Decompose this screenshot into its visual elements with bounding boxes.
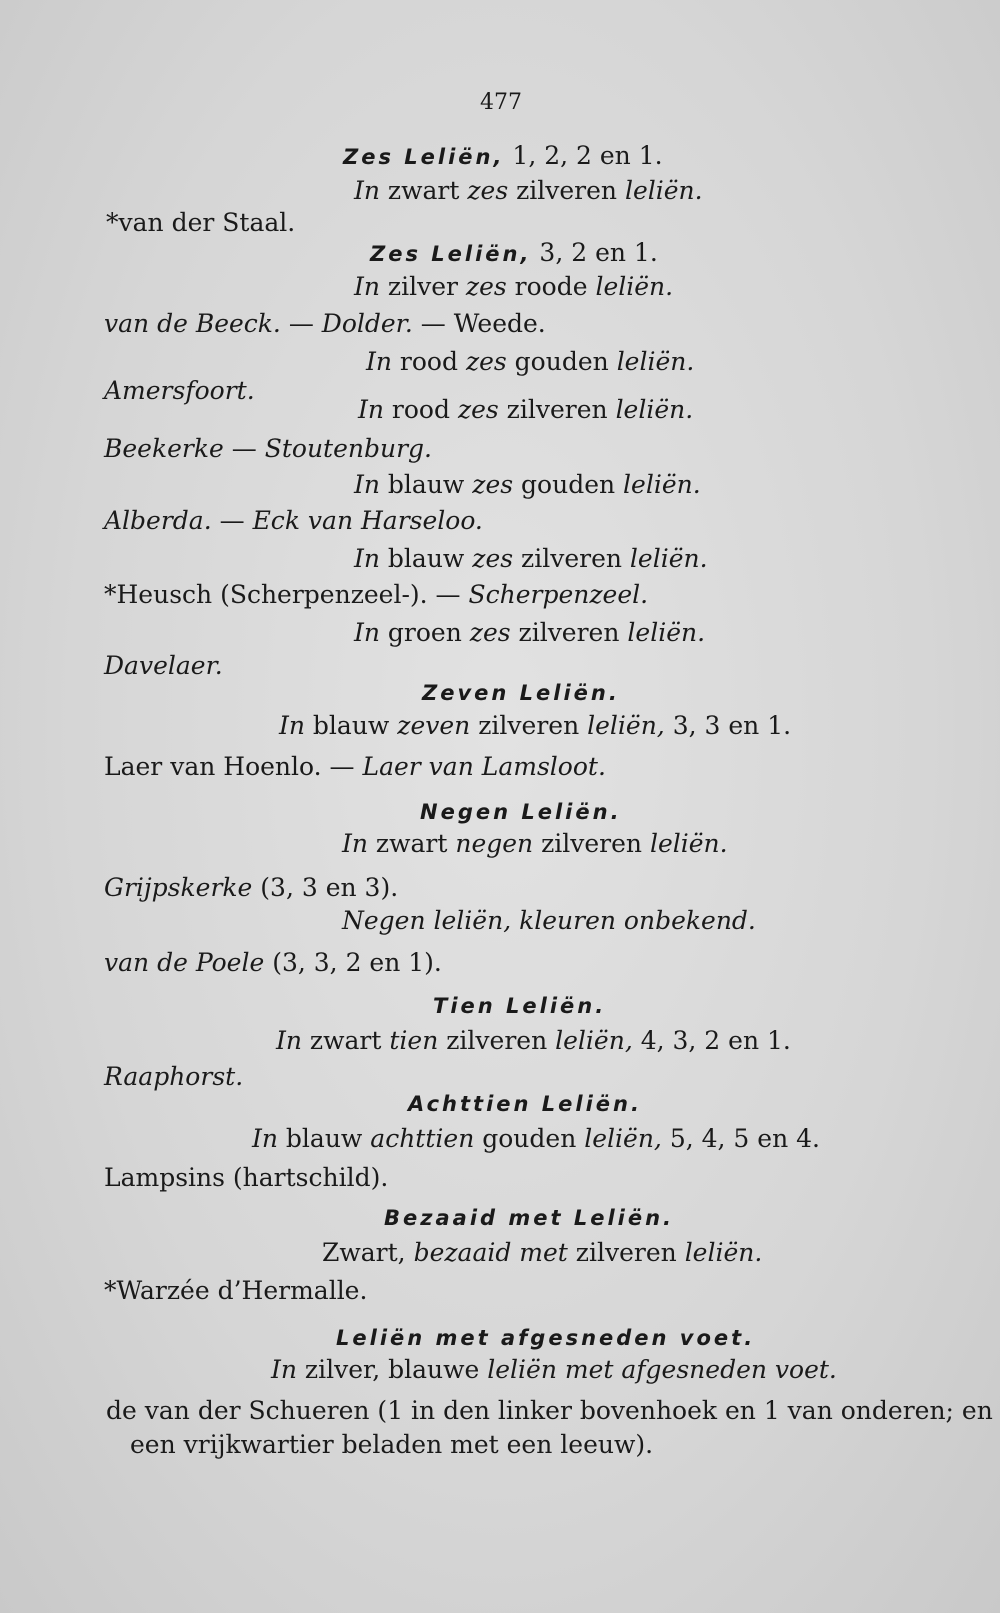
blazon-tincture: blauw <box>277 1124 371 1153</box>
family-line: Davelaer. <box>104 651 223 680</box>
heading-text: Zeven Leliën. <box>422 681 620 705</box>
blazon-count: zes <box>472 470 514 499</box>
blazon-tincture: rood <box>391 347 466 376</box>
section-heading <box>343 141 663 172</box>
family-name: Grijpskerke <box>104 873 253 902</box>
blazon-count: zes <box>457 395 499 424</box>
blazon-line <box>279 711 791 741</box>
blazon-tincture: zwart <box>301 1026 390 1055</box>
section-heading <box>420 796 622 827</box>
family-name: Scherpenzeel. <box>468 580 649 609</box>
family-name: Beekerke <box>104 434 224 463</box>
heading-text: Leliën met afgesneden voet. <box>336 1326 756 1350</box>
blazon-arrangement: 5, 4, 5 en 4. <box>661 1124 820 1153</box>
blazon-pre: In <box>354 618 380 647</box>
blazon-pre: In <box>342 829 368 858</box>
blazon-charge: leliën. <box>616 347 695 376</box>
blazon-pre: In <box>354 470 380 499</box>
family-name: van de Poele <box>104 948 265 977</box>
blazon-pre: In <box>354 272 380 301</box>
family-name: Alberda. <box>104 506 212 535</box>
blazon-pre: In <box>252 1124 278 1153</box>
family-name: Laer van Lamsloot. <box>362 752 606 781</box>
blazon-pre: In <box>271 1355 297 1384</box>
blazon-charge: leliën, <box>584 1124 662 1153</box>
blazon-tincture: zilver, blauwe <box>296 1355 488 1384</box>
blazon-line <box>354 272 673 302</box>
blazon-charge-tincture: zilveren <box>508 176 625 205</box>
blazon-arrangement: 3, 3 en 1. <box>664 711 792 740</box>
blazon-tincture: zilver <box>379 272 466 301</box>
blazon-count: tien <box>389 1026 439 1055</box>
family-line <box>104 873 398 903</box>
blazon-count: achttien <box>370 1124 475 1153</box>
blazon-charge: leliën. <box>684 1238 763 1267</box>
blazon-count: zes <box>472 544 514 573</box>
blazon-charge-tincture: gouden <box>506 347 617 376</box>
blazon-line <box>271 1355 837 1385</box>
blazon-tincture: zwart <box>379 176 468 205</box>
blazon-charge: leliën. <box>627 618 706 647</box>
family-line <box>104 948 442 978</box>
blazon-charge: leliën. <box>629 544 708 573</box>
heading-suffix: 3, 2 en 1. <box>531 238 658 267</box>
blazon-pre: In <box>366 347 392 376</box>
blazon-tincture: groen <box>379 618 470 647</box>
heading-text: Negen Leliën. <box>420 800 622 824</box>
blazon-line <box>366 347 694 377</box>
blazon-charge: leliën. <box>623 470 701 499</box>
family-name: Stoutenburg. <box>264 434 432 463</box>
family-line: Amersfoort. <box>104 376 255 405</box>
family-name: Laer van Hoenlo. — <box>104 752 363 781</box>
family-line: *van der Staal. <box>106 208 296 237</box>
blazon-line <box>342 829 728 859</box>
blazon-charge-tincture: zilveren <box>498 395 616 424</box>
blazon-charge: leliën met afgesneden voet. <box>487 1355 837 1384</box>
blazon-tincture: blauw <box>304 711 398 740</box>
blazon-count: bezaaid met <box>413 1238 568 1267</box>
blazon-count: zes <box>465 347 507 376</box>
family-line: Raaphorst. <box>104 1062 244 1091</box>
heading-suffix: 1, 2, 2 en 1. <box>504 141 663 170</box>
separator: — <box>280 309 322 338</box>
separator: — <box>211 506 253 535</box>
blazon-charge: leliën. <box>615 395 694 424</box>
blazon-charge-tincture: gouden <box>513 470 624 499</box>
blazon-line <box>252 1124 820 1154</box>
blazon-charge: leliën. <box>595 272 674 301</box>
blazon-charge: leliën, <box>587 711 665 740</box>
blazon-line <box>354 470 701 500</box>
blazon-tincture: blauw <box>379 544 473 573</box>
blazon-charge: leliën. <box>649 829 728 858</box>
family-line <box>104 752 606 782</box>
blazon-charge-tincture: zilveren <box>513 544 630 573</box>
family-line <box>104 309 546 339</box>
blazon-pre: In <box>276 1026 302 1055</box>
blazon-pre: Zwart, <box>322 1238 406 1267</box>
family-line: de van der Schueren (1 in den linker bovenhoek en 1 van onderen; en <box>106 1396 993 1425</box>
blazon-line <box>358 395 693 425</box>
blazon-charge-tincture: zilveren <box>470 711 588 740</box>
blazon-pre: In <box>354 176 380 205</box>
family-line-continued: een vrijkwartier beladen met een leeuw). <box>130 1430 654 1459</box>
family-name: — Weede. <box>412 309 546 338</box>
blazon-line <box>276 1026 791 1056</box>
section-heading <box>384 1202 674 1233</box>
blazon-count: zes <box>465 272 507 301</box>
page-number: 477 <box>480 90 522 115</box>
blazon-charge-tincture: zilveren <box>533 829 650 858</box>
section-heading <box>433 990 606 1021</box>
blazon-count: zeven <box>397 711 471 740</box>
section-heading <box>408 1088 642 1119</box>
family-name: Dolder. <box>321 309 413 338</box>
blazon-charge-tincture: gouden <box>474 1124 585 1153</box>
family-line: Lampsins (hartschild). <box>104 1163 389 1192</box>
blazon-charge-tincture: roode <box>506 272 596 301</box>
blazon-line <box>322 1238 762 1268</box>
blazon-tincture: zwart <box>367 829 456 858</box>
family-line <box>104 434 432 464</box>
blazon-charge-tincture: zilveren <box>438 1026 556 1055</box>
arrangement: (3, 3 en 3). <box>252 873 399 902</box>
family-name: van de Beeck. <box>104 309 281 338</box>
blazon-pre: In <box>358 395 384 424</box>
blazon-line: Negen leliën, kleuren onbekend. <box>342 906 756 935</box>
blazon-count: negen <box>455 829 534 858</box>
heading-text: Tien Leliën. <box>433 994 607 1018</box>
family-line: *Warzée d’Hermalle. <box>104 1276 368 1305</box>
blazon-charge-tincture: zilveren <box>567 1238 685 1267</box>
blazon-line <box>354 544 708 574</box>
blazon-pre: In <box>279 711 305 740</box>
blazon-count: zes <box>467 176 509 205</box>
family-name: Eck van Harseloo. <box>252 506 483 535</box>
separator: — <box>223 434 265 463</box>
section-heading <box>370 238 658 269</box>
family-name: *Heusch (Scherpenzeel-). — <box>104 580 469 609</box>
blazon-charge: leliën. <box>624 176 703 205</box>
heading-text: Zes Leliën, <box>370 242 532 266</box>
blazon-tincture: rood <box>383 395 458 424</box>
heading-text: Zes Leliën, <box>343 145 505 169</box>
blazon-charge-tincture: zilveren <box>510 618 628 647</box>
section-heading <box>336 1322 755 1353</box>
blazon-pre: In <box>354 544 380 573</box>
blazon-arrangement: 4, 3, 2 en 1. <box>632 1026 791 1055</box>
blazon-count: zes <box>469 618 511 647</box>
heading-text: Achttien Leliën. <box>408 1092 642 1116</box>
blazon-line <box>354 618 705 648</box>
blazon-line <box>354 176 703 206</box>
section-heading <box>422 677 620 708</box>
blazon-charge: leliën, <box>555 1026 633 1055</box>
family-line <box>104 580 648 610</box>
arrangement: (3, 3, 2 en 1). <box>264 948 442 977</box>
family-line <box>104 506 483 536</box>
blazon-tincture: blauw <box>379 470 473 499</box>
heading-text: Bezaaid met Leliën. <box>384 1206 675 1230</box>
